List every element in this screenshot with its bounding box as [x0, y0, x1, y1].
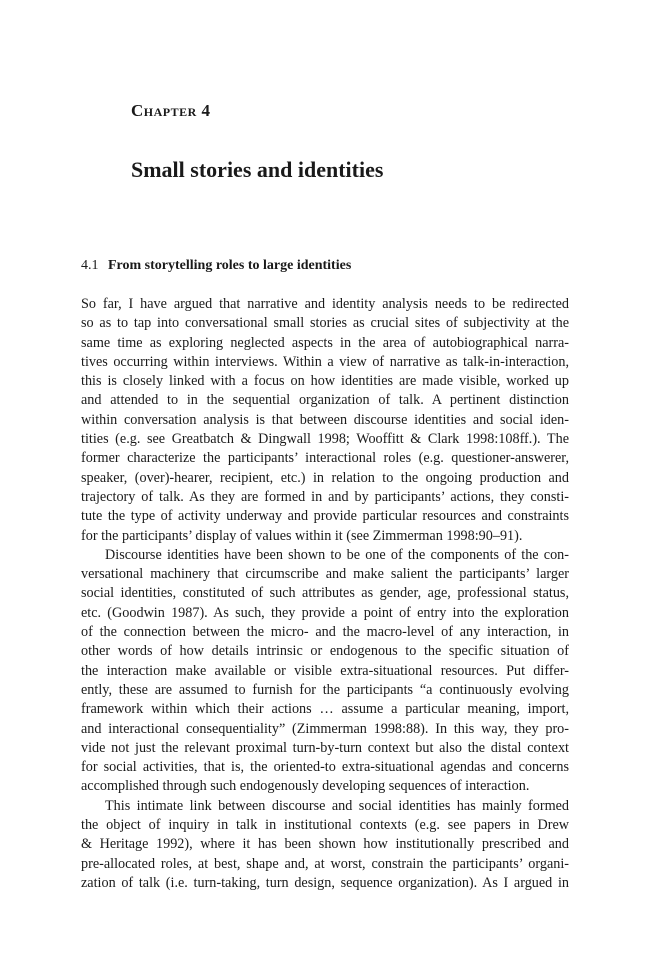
text-line: This intimate link between discourse and social identities has mainly formed	[105, 797, 569, 814]
text-line: So far, I have argued that narrative and identity analysis needs to be redirected	[81, 296, 569, 312]
paragraph	[81, 797, 569, 893]
text-line: other words of how details intrinsic or endogenous to the specific situation of	[81, 643, 569, 660]
paragraph	[81, 295, 569, 546]
text-line: trajectory of talk. As they are formed in and by participants’ actions, they consti-	[81, 488, 569, 505]
text-line: & Heritage 1992), where it has been shown how institutionally prescribed and	[81, 836, 569, 853]
text-line: ently, these are assumed to furnish for the participants “a continuously evolving	[81, 681, 569, 698]
text-line: tives occurring within interviews. Within a view of narrative as talk-in-interaction,	[81, 353, 569, 370]
text-line: and attended to in the sequential organization of talk. A pertinent distinction	[81, 392, 569, 409]
section-title: From storytelling roles to large identities	[108, 258, 352, 273]
text-line: pre-allocated roles, at best, shape and, at worst, constrain the participants’ organi-	[81, 855, 569, 872]
text-line: for the participants’ display of values within it (see Zimmerman 1998:90–91).	[81, 527, 523, 544]
text-line: within conversation analysis is that between discourse identities and social iden-	[81, 411, 569, 428]
text-line: vide not just the relevant proximal turn-by-turn context but also the distal context	[81, 739, 569, 756]
text-line: same time as exploring neglected aspects in the area of autobiographical narra-	[81, 334, 569, 351]
text-line: the interaction make available or visible extra-situational resources. Put differ-	[81, 662, 569, 679]
text-line: zation of talk (i.e. turn-taking, turn design, sequence organization). As I argued in	[81, 874, 569, 891]
text-line: accomplished through such endogenously developing sequences of interaction.	[81, 778, 530, 795]
text-line: tute the type of activity underway and provide particular resources and constraints	[81, 508, 569, 525]
text-line: the object of inquiry in talk in institutional contexts (e.g. see papers in Drew	[81, 817, 569, 834]
text-line: of the connection between the micro- and the macro-level of any interaction, in	[81, 624, 569, 641]
text-line: framework within which their actions … assume a particular meaning, import,	[81, 701, 569, 718]
chapter-label: Chapter 4	[131, 101, 211, 120]
section-number: 4.1	[81, 258, 99, 273]
section-heading	[81, 258, 351, 274]
text-line: versational machinery that circumscribe and make salient the participants’ larger	[81, 566, 569, 583]
paragraph	[81, 546, 569, 797]
text-line: this is closely linked with a focus on how identities are made visible, worked up	[81, 373, 569, 390]
text-line: and interactional consequentiality” (Zimmerman 1998:88). In this way, they pro-	[81, 720, 569, 737]
text-line: social identities, constituted of such attributes as gender, age, professional status,	[81, 585, 569, 602]
body-text	[81, 295, 569, 893]
text-line: speaker, (over)-hearer, recipient, etc.) in relation to the ongoing production and	[81, 469, 569, 486]
text-line: for social activities, that is, the oriented-to extra-situational agendas and concerns	[81, 759, 569, 776]
chapter-title: Small stories and identities	[131, 157, 384, 182]
text-line: former characterize the participants’ interactional roles (e.g. questioner-answerer,	[81, 450, 569, 467]
text-line: so as to tap into conversational small stories as crucial sites of subjectivity at the	[81, 315, 569, 332]
text-line: Discourse identities have been shown to be one of the components of the con-	[105, 546, 569, 563]
text-line: etc. (Goodwin 1987). As such, they provide a point of entry into the exploration	[81, 604, 569, 621]
text-line: tities (e.g. see Greatbatch & Dingwall 1998; Wooffitt & Clark 1998:108ff.). The	[81, 431, 569, 448]
